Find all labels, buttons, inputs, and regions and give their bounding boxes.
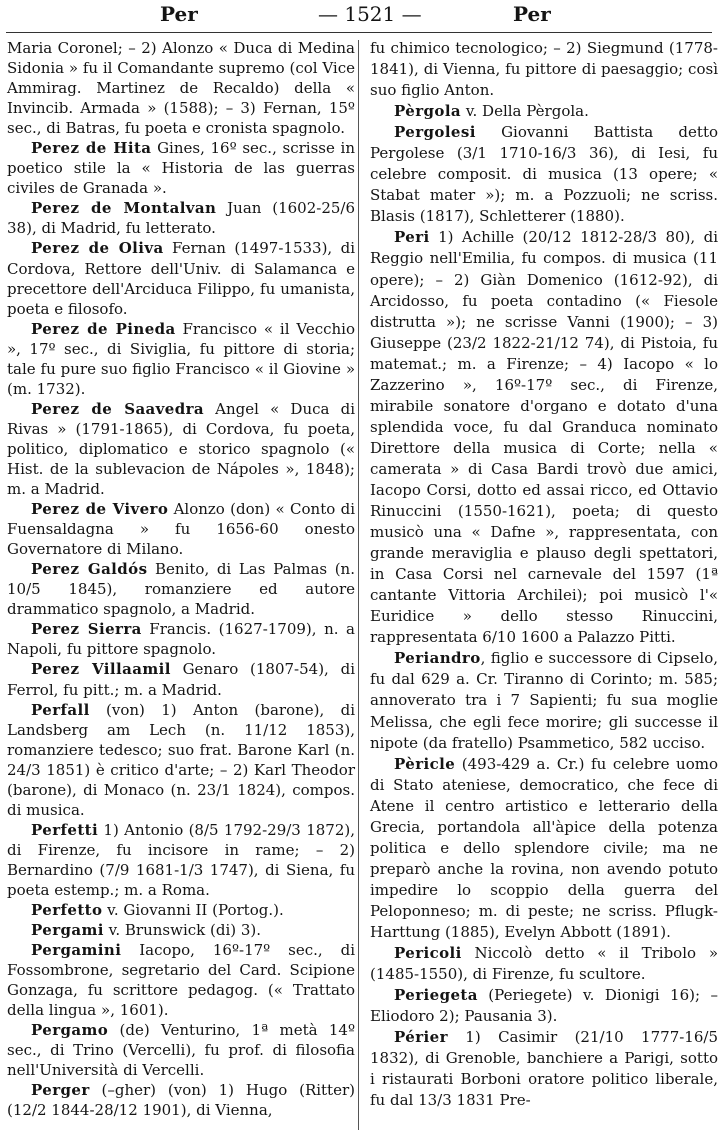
dictionary-entry xyxy=(7,1080,355,1120)
dictionary-entry xyxy=(7,38,355,138)
entry-text: v. Della Pèrgola. xyxy=(461,102,589,121)
dictionary-entry xyxy=(7,900,355,920)
entry-text: Fernan (1497-1533), di Cordova, Rettore dell'Univ. di Salamanca e precettore dell'Arciduca Filippo, fu umanista, poeta e filosofo. xyxy=(7,239,356,318)
dictionary-entry xyxy=(370,122,718,227)
entry-headword: Perez Villaamil xyxy=(31,660,171,679)
dictionary-entry xyxy=(7,940,355,1020)
entry-text: (de) Venturino, 1ª metà 14º sec., di Trino (Vercelli), fu prof. di filosofia nell'Università di Vercelli. xyxy=(7,1021,355,1080)
entry-text: v. Giovanni II (Portog.). xyxy=(102,901,284,920)
dictionary-entry xyxy=(370,648,718,753)
entry-text: fu chimico tecnologico; – 2) Siegmund (1778-1841), di Vienna, fu pittore di paesaggio; così suo figlio Anton. xyxy=(370,39,718,100)
entry-headword: Pergami xyxy=(31,921,104,940)
entry-headword: Pergamini xyxy=(31,941,122,960)
entry-headword: Periegeta xyxy=(394,986,478,1005)
entry-headword: Perfetti xyxy=(31,820,99,839)
dictionary-entry xyxy=(7,399,355,499)
entry-text: Alonzo (don) « Conto di Fuensaldagna » fu 1656-60 onesto Governatore di Milano. xyxy=(7,500,355,559)
dictionary-entry xyxy=(7,619,355,659)
entry-headword: Perez Galdós xyxy=(31,560,148,579)
dictionary-entry xyxy=(370,101,718,122)
entry-text: Angel « Duca di Rivas » (1791-1865), di Cordova, fu poeta, politico, diplomatico e storico spagnolo (« Hist. de la sublevacion de Nápoles », 1848); m. a Madrid. xyxy=(7,399,355,499)
entry-headword: Perfetto xyxy=(31,901,103,920)
entry-headword: Pèricle xyxy=(394,754,456,773)
header-right-word: Per xyxy=(513,2,551,26)
dictionary-entry xyxy=(370,985,718,1027)
entry-headword: Perez de Saavedra xyxy=(31,399,205,418)
dictionary-entry xyxy=(7,920,355,940)
header-left-word: Per xyxy=(160,2,198,26)
entry-text: Niccolò detto « il Tribolo » (1485-1550), di Firenze, fu scultore. xyxy=(370,944,718,984)
entry-text: Giovanni Battista detto Pergolese (3/1 1710-16/3 36), di Iesi, fu celebre composit. di musica (13 opere; « Stabat mater »); m. a Pozzuoli; ne scriss. Blasis (1817), Schletterer (1880). xyxy=(370,123,718,226)
right-column xyxy=(370,38,718,1111)
dictionary-entry xyxy=(7,700,355,820)
entry-headword: Pèrgola xyxy=(394,102,462,121)
entry-text: Maria Coronel; – 2) Alonzo « Duca di Medina Sidonia » fu il Comandante supremo (col Vice Ammirag. Martinez de Recaldo) della « Invincib. Armada » (1588); – 3) Fernan, 15º sec., di Batras, fu poeta e cronista spagnolo. xyxy=(7,39,355,138)
entry-text: (Periegete) v. Dionigi 16); – Eliodoro 2); Pausania 3). xyxy=(370,986,718,1026)
entry-headword: Perez de Pineda xyxy=(31,319,176,338)
entry-text: Iacopo, 16º-17º sec., di Fossombrone, segretario del Card. Scipione Gonzaga, fu scrittore pedagog. (« Trattato della lingua », 1601). xyxy=(7,941,355,1020)
page-header xyxy=(0,0,718,34)
entry-text: (493-429 a. Cr.) fu celebre uomo di Stato ateniese, democratico, che fece di Atene il centro artistico e letterario della Grecia, portandola all'àpice della potenza politica e dello splendore civile; ma ne preparò anche la rovina, non avendo potuto impedire lo scoppio della guerra del Peloponneso; m. di peste; ne scriss. Pflugk-Harttung (1885), Evelyn Abbott (1891). xyxy=(370,754,718,941)
entry-text: v. Brunswick (di) 3). xyxy=(103,921,262,940)
page-number: — 1521 — xyxy=(318,2,422,26)
entry-text: 1) Achille (20/12 1812-28/3 80), di Reggio nell'Emilia, fu compos. di musica (11 opere); – 2) Giàn Domenico (1612-92), di Arcidosso, fu poeta contadino (« Fiesole distrutta »); ne scrisse Vanni (1900); – 3) Giuseppe (23/2 1822-21/12 74), di Pistoia, fu matemat.; m. a Firenze; – 4) Iacopo « lo Zazzerino », 16º-17º sec., di Firenze, mirabile sonatore d'organo e dotato d'una splendida voce, fu dal Granduca nominato Direttore della musica di Corte; nella « camerata » di Casa Bardi trovò due amici, Iacopo Corsi, dotto ed assai ricco, ed Ottavio Rinuccini (1550-1621), poeta; di questo musicò una « Dafne », rappresentata, con grande meraviglia e plauso degli spettatori, in Casa Corsi nel carnevale del 1597 (1ª cantante Vittoria Archilei); poi musicò l'« Euridice » dello stesso Rinuccini, rappresentata 6/10 1600 a Palazzo Pitti. xyxy=(370,228,718,647)
entry-text: Genaro (1807-54), di Ferrol, fu pitt.; m. a Madrid. xyxy=(7,660,355,699)
entry-text: Francis. (1627-1709), n. a Napoli, fu pittore spagnolo. xyxy=(7,620,355,659)
entry-headword: Pergolesi xyxy=(394,123,476,142)
entry-headword: Perger xyxy=(31,1081,90,1100)
dictionary-entry xyxy=(7,198,355,238)
entry-text: Francisco « il Vecchio », 17º sec., di Siviglia, fu pittore di storia; tale fu pure suo figlio Francisco « il Giovine » (m. 1732). xyxy=(7,319,355,398)
dictionary-entry xyxy=(7,319,355,399)
entry-text: 1) Casimir (21/10 1777-16/5 1832), di Grenoble, banchiere a Parigi, sotto i ristaurati Borboni oratore politico liberale, fu dal 13/3 1831 Pre- xyxy=(370,1028,718,1110)
entry-headword: Perez Sierra xyxy=(31,620,142,639)
entry-text: (–gher) (von) 1) Hugo (Ritter) (12/2 1844-28/12 1901), di Vienna, xyxy=(7,1081,355,1120)
dictionary-entry xyxy=(370,943,718,985)
entry-headword: Periandro xyxy=(394,649,481,668)
dictionary-entry xyxy=(7,820,355,900)
entry-headword: Perez de Hita xyxy=(31,139,152,158)
entry-text: 1) Antonio (8/5 1792-29/3 1872), di Firenze, fu incisore in rame; – 2) Bernardino (7/9 1681-1/3 1747), di Siena, fu poeta estemp.; m. a Roma. xyxy=(7,820,355,899)
dictionary-entry xyxy=(7,559,355,619)
entry-text: (von) 1) Anton (barone), di Landsberg am Lech (n. 11/12 1853), romanziere tedesco; suo frat. Barone Karl (n. 24/3 1851) è critico d'arte; – 2) Karl Theodor (barone), di Monaco (n. 23/1 1824), compos. di musica. xyxy=(7,700,355,819)
dictionary-entry xyxy=(7,659,355,699)
entry-headword: Périer xyxy=(394,1028,448,1047)
dictionary-entry xyxy=(7,1020,355,1080)
header-rule xyxy=(6,32,712,33)
dictionary-entry xyxy=(7,238,355,318)
entry-headword: Perez de Montalvan xyxy=(31,199,217,218)
dictionary-entry xyxy=(370,754,718,943)
entry-text: Gines, 16º sec., scrisse in poetico stile la « Historia de las guerras civiles de Granada ». xyxy=(7,139,355,198)
entry-text: , figlio e successore di Cipselo, fu dal 629 a. Cr. Tiranno di Corinto; m. 585; annoverato tra i 7 Sapienti; fu sua moglie Melissa, che egli fece morire; gli successe il nipote (da fratello) Psammetico, 582 ucciso. xyxy=(370,649,718,752)
dictionary-entry xyxy=(370,227,718,648)
entry-headword: Peri xyxy=(394,228,430,247)
entry-headword: Perez de Oliva xyxy=(31,239,164,258)
entry-text: Benito, di Las Palmas (n. 10/5 1845), romanziere ed autore drammatico spagnolo, a Madrid. xyxy=(7,560,355,619)
entry-headword: Perez de Vivero xyxy=(31,500,169,519)
dictionary-entry xyxy=(370,38,718,101)
entry-text: Juan (1602-25/6 38), di Madrid, fu letterato. xyxy=(7,199,356,238)
dictionary-entry xyxy=(7,499,355,559)
column-divider xyxy=(358,40,359,1130)
left-column xyxy=(7,38,355,1121)
entry-headword: Pericoli xyxy=(394,944,462,963)
dictionary-entry xyxy=(7,138,355,198)
entry-headword: Pergamo xyxy=(31,1021,109,1040)
dictionary-entry xyxy=(370,1027,718,1111)
entry-headword: Perfall xyxy=(31,700,90,719)
